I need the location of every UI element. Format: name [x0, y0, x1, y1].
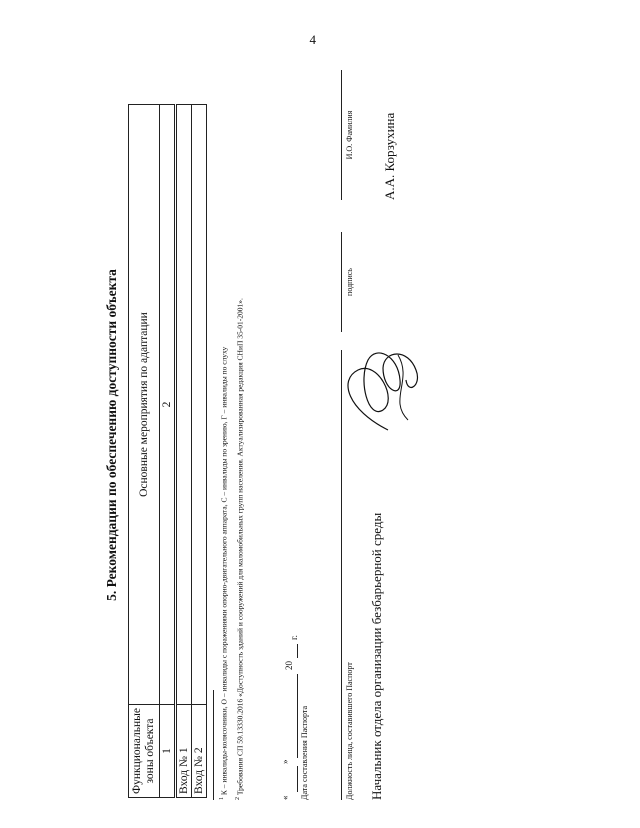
page-number: 4 [309, 32, 316, 47]
handwritten-signature [328, 340, 438, 440]
table-numbering-row [160, 105, 176, 798]
footnote-separator [213, 690, 214, 800]
official-name: А.А. Корзухина [382, 112, 397, 200]
date-year-line [297, 644, 298, 658]
signature-label: подпись [345, 268, 354, 296]
date-close-quote: » [280, 759, 290, 764]
footnote-text: К – инвалиды-колясочники, О – инвалиды с поражениями опорно-двигательного аппарата, С – инвалиды по зрению, Г – инвалиды по слуху [219, 346, 229, 796]
footnote-text: Требования СП 59.13330.2016 «Доступность зданий и сооружений для маломобильных групп населения. Актуализированная редакция СНиП 35-01-2001». [235, 298, 245, 796]
section-title: 5. Рекомендации по обеспечению доступности объекта [104, 269, 119, 601]
footnote [219, 347, 229, 800]
footnote [235, 298, 245, 800]
date-open-quote: « [280, 795, 290, 800]
table-cell: Вход № 2 [192, 705, 207, 798]
date-year-suffix: г. [289, 635, 299, 640]
signature-line [341, 232, 342, 332]
name-label: И.О. Фамилия [345, 110, 354, 160]
table-header-measures: Основные мероприятия по адаптации [129, 105, 160, 705]
table-header-zones: Функциональные зоны объекта [129, 705, 160, 798]
table-row [192, 105, 207, 798]
table-cell [176, 105, 192, 705]
rotated-sheet [0, 70, 640, 800]
date-month-line [297, 674, 298, 758]
position-label: Должность лица, составившего Паспорт [345, 662, 354, 800]
date-year-prefix: 20 [284, 661, 294, 670]
recommendations-table [128, 104, 207, 798]
table-cell: Вход № 1 [176, 705, 192, 798]
name-line [341, 70, 342, 200]
table-cell [192, 105, 207, 705]
footnote-mark: 2 [235, 797, 241, 800]
table-col-number: 2 [160, 105, 176, 705]
date-day-line [297, 766, 298, 792]
table-col-number: 1 [160, 705, 176, 798]
footnote-mark: 1 [219, 797, 225, 800]
table-header-row [129, 105, 160, 798]
official-title: Начальник отдела организации безбарьерной среды [369, 512, 384, 800]
date-label: Дата составления Паспорта [300, 705, 309, 800]
table-row [176, 105, 192, 798]
